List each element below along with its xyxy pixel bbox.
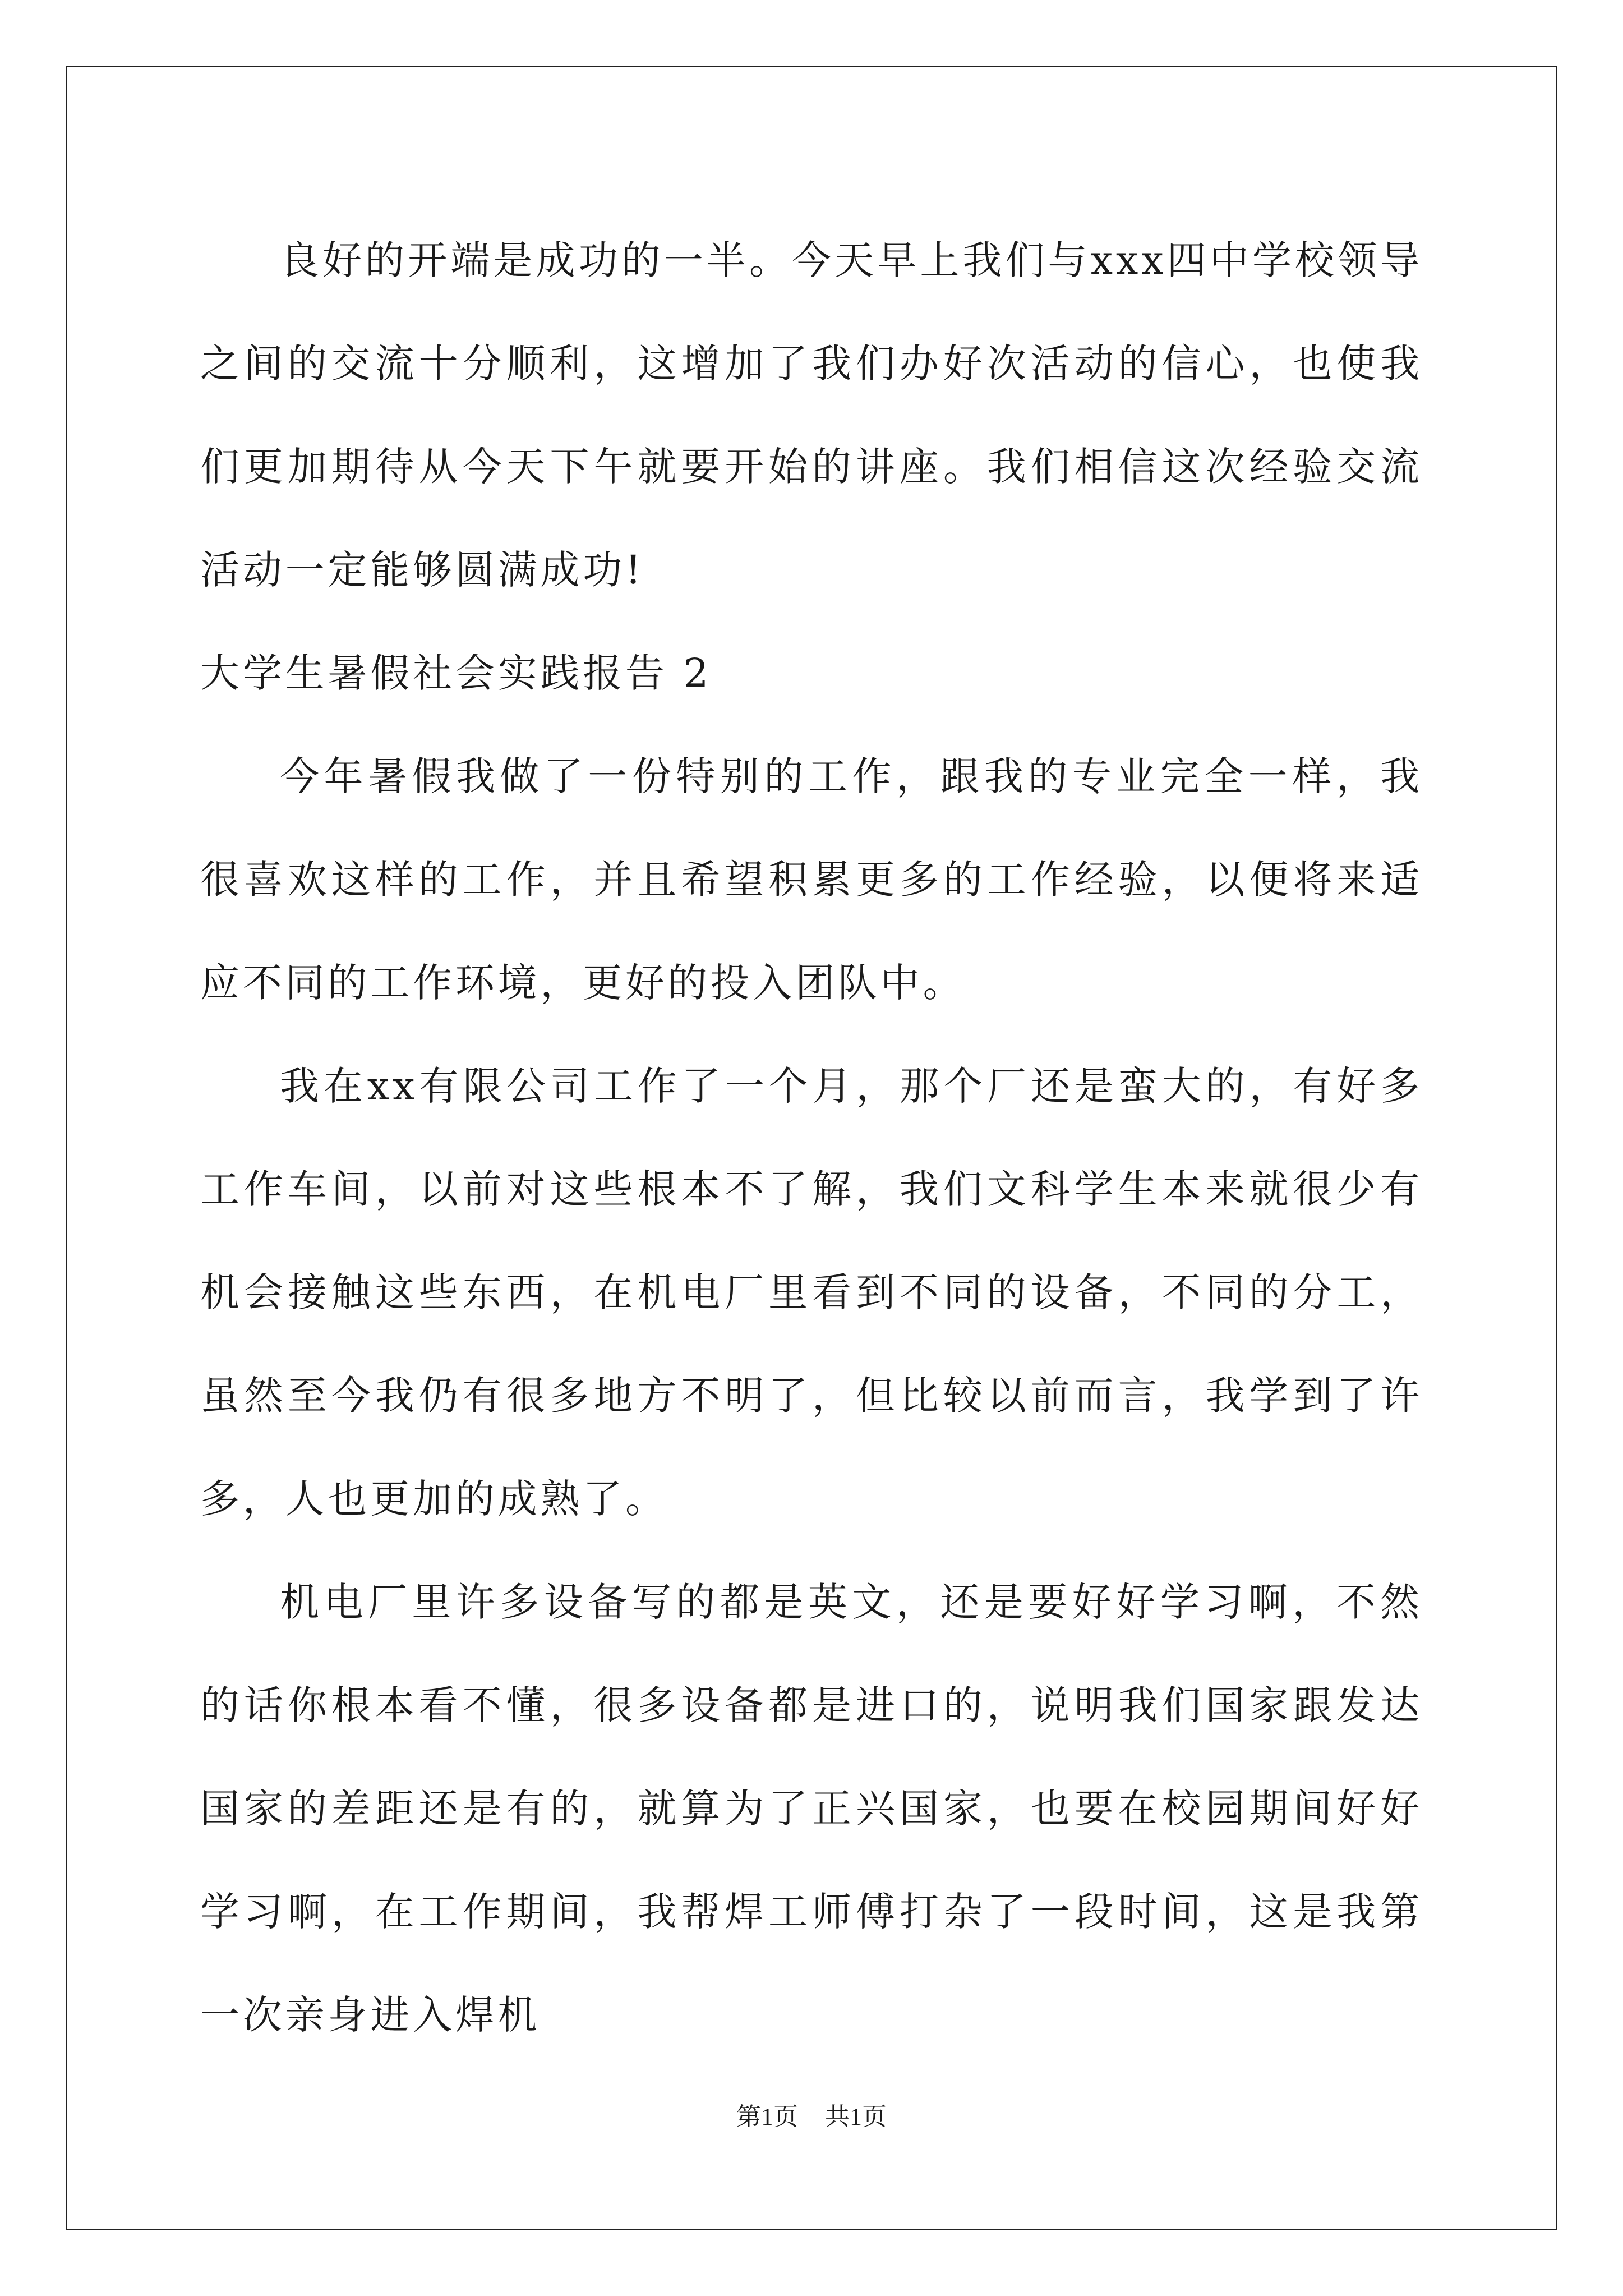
section-heading: 大学生暑假社会实践报告 2 — [200, 650, 712, 696]
paragraph-1: 良好的开端是成功的一半。今天早上我们与xxx四中学校领导之间的交流十分顺利，这增加了我们办好次活动的信心，也使我们更加期待从今天下午就要开始的讲座。我们相信这次经验交流活动一定能够圆满成功! — [200, 237, 1423, 593]
document-body — [200, 209, 1423, 2067]
page-total: 共1页 — [825, 2103, 887, 2131]
paragraph-2: 今年暑假我做了一份特别的工作，跟我的专业完全一样，我很喜欢这样的工作，并且希望积累更多的工作经验，以便将来适应不同的工作环境，更好的投入团队中。 — [200, 753, 1423, 1006]
paragraph-3: 我在xx有限公司工作了一个月，那个厂还是蛮大的，有好多工作车间，以前对这些根本不了解，我们文科学生本来就很少有机会接触这些东西，在机电厂里看到不同的设备，不同的分工，虽然至今我仍有很多地方不明了，但比较以前而言，我学到了许多，人也更加的成熟了。 — [200, 1063, 1423, 1522]
page-footer — [0, 2100, 1623, 2134]
page-number: 第1页 — [736, 2103, 798, 2131]
paragraph-4: 机电厂里许多设备写的都是英文，还是要好好学习啊，不然的话你根本看不懂，很多设备都是进口的，说明我们国家跟发达国家的差距还是有的，就算为了正兴国家，也要在校园期间好好学习啊，在工作期间，我帮焊工师傅打杂了一段时间，这是我第一次亲身进入焊机 — [200, 1579, 1423, 2038]
